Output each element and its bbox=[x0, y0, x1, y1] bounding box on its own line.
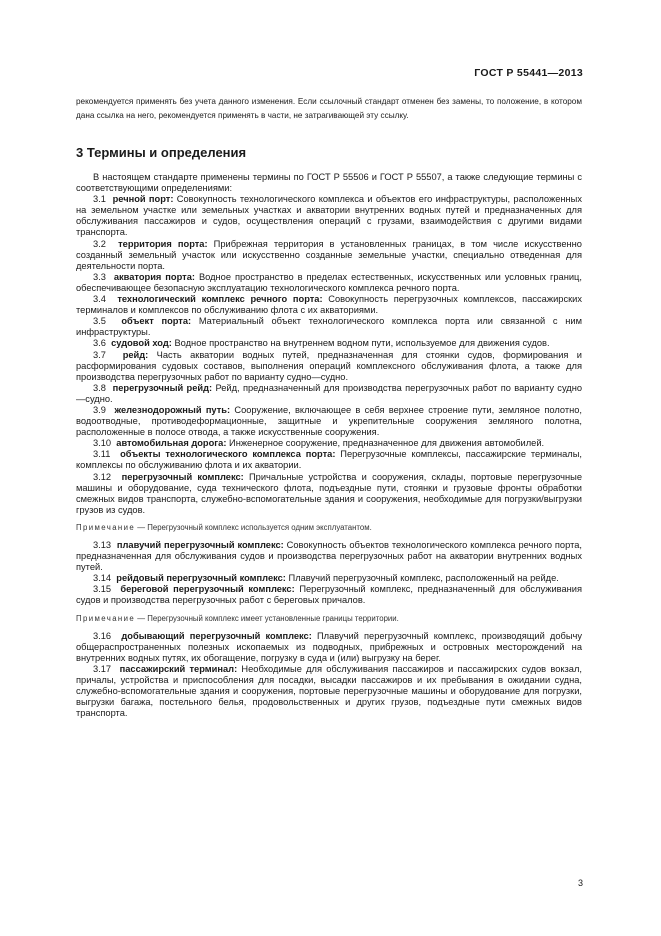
term-definition: Совокупность технологического комплекса и объектов его инфраструктуры, расположенных на земельном участке или земельных участках и акватории внутренних водных путей и предназначенных для обслуживания пассажиров и судов, осуществления операций с грузами, взаимодействия с другими видами транспорта. bbox=[76, 194, 582, 238]
term-definition: Перегрузочные комплексы, пассажирские терминалы, комплексы по обслуживанию флота и их акватории. bbox=[76, 449, 582, 471]
term-3-10: 3.10 автомобильная дорога: Инженерное сооружение, предназначенное для движения автомобилей. bbox=[93, 438, 545, 449]
term-title: территория порта: bbox=[118, 238, 208, 249]
term-definition: Сооружение, включающее в себя верхнее строение пути, земляное полотно, водоотводные, противодеформационные, защитные и укрепительные сооружения земляного полотна, расположенные в полосе отвода, а также искусственные сооружения. bbox=[76, 404, 582, 438]
term-title: добывающий перегрузочный комплекс: bbox=[121, 630, 312, 641]
standard-header: ГОСТ Р 55441—2013 bbox=[474, 67, 583, 79]
term-3-3: 3.3 акватория порта: Водное пространство в пределах естественных, искусственных или условных границ, обеспечивающее безопасную эксплуатацию технологического комплекса речного порта. bbox=[76, 271, 582, 293]
term-title: технологический комплекс речного порта: bbox=[117, 294, 323, 305]
intro-text: рекомендуется применять без учета данного изменения. Если ссылочный стандарт отменен без замены, то положение, в котором дана ссылка на него, рекомендуется применять в части, не затрагивающей эту ссылку. bbox=[76, 97, 582, 120]
term-title: плавучий перегрузочный комплекс: bbox=[116, 540, 284, 550]
term-title: речной порт: bbox=[112, 194, 174, 205]
term-title: рейдовый перегрузочный комплекс: bbox=[116, 573, 286, 584]
term-3-17: 3.17 пассажирский терминал: Необходимые для обслуживания пассажиров и пассажирских судов вокзал, причалы, устройства и приспособления для посадки, высадки пассажиров и их пребывания в ожидании судна, служебно-вспомогательные здания и сооружения, портовые перегрузочные машины и оборудование для погрузки, выгрузки багажа, постельного белья, продовольственных и других грузов, подъездные пути смежных видов транспорта. bbox=[76, 663, 582, 719]
section-title: 3 Термины и определения bbox=[76, 145, 247, 160]
term-3-11: 3.11 объекты технологического комплекса порта: Перегрузочные комплексы, пассажирские терминалы, комплексы по обслуживанию флота и их акватории. bbox=[76, 449, 582, 471]
term-title: пассажирский терминал: bbox=[119, 663, 238, 674]
term-title: автомобильная дорога: bbox=[116, 438, 227, 449]
term-3-15: 3.15 береговой перегрузочный комплекс: Перегрузочный комплекс, предназначенный для обслуживания судов и производства перегрузочных работ с береговых причалов. bbox=[76, 584, 583, 606]
term-3-2: 3.2 территория порта: Прибрежная территория в установленных границах, в том числе искусственно созданный земельный участок или искусственно созданные земельные участки, специально отведенная для деятельности порта. bbox=[76, 238, 582, 271]
term-definition: Совокупность объектов технологического комплекса речного порта, предназначенная для обслуживания судов и производства перегрузочных работ на акватории внутренних водных путей. bbox=[76, 540, 582, 573]
term-3-12: 3.12 перегрузочный комплекс: Причальные устройства и сооружения, склады, портовые перегрузочные машины и оборудование, суда технического флота, подъездные пути, стоянки и грузовые фронты обработки смежных видов транспорта, служебно-вспомогательные здания и сооружения, необходимые для погрузки/выгрузки грузов из судов. bbox=[76, 471, 583, 515]
note-label: Примечание bbox=[76, 522, 136, 532]
term-definition: Материальный объект технологического комплекса порта или связанной с ним инфраструктуры. bbox=[76, 316, 582, 338]
note-text: — Перегрузочный комплекс используется одним эксплуатантом. bbox=[135, 522, 372, 532]
term-3-14: 3.14 рейдовый перегрузочный комплекс: Плавучий перегрузочный комплекс, расположенный на рейде. bbox=[93, 573, 559, 584]
term-title: акватория порта: bbox=[113, 271, 195, 282]
term-title: железнодорожный путь: bbox=[114, 404, 231, 415]
term-definition: Совокупность перегрузочных комплексов, пассажирских терминалов и комплексов по обслуживанию флота с их акваториями. bbox=[76, 294, 582, 316]
term-title: судовой ход: bbox=[111, 338, 172, 349]
term-3-1: 3.1 речной порт: Совокупность технологического комплекса и объектов его инфраструктуры, расположенных на земельном участке или земельных участках и акватории внутренних водных путей и предназначенных для обслуживания пассажиров и судов, осуществления операций с грузами, взаимодействия с другими видами транспорта. bbox=[76, 194, 582, 238]
term-definition: Водное пространство на внутреннем водном пути, используемое для движения судов. bbox=[174, 338, 550, 349]
term-definition: Водное пространство в пределах естественных, искусственных или условных границ, обеспечивающее безопасную эксплуатацию технологического комплекса речного порта. bbox=[76, 271, 582, 293]
term-title: объекты технологического комплекса порта: bbox=[120, 449, 336, 460]
term-definition: Инженерное сооружение, предназначенное для движения автомобилей. bbox=[229, 438, 545, 449]
note-2 bbox=[76, 613, 582, 624]
term-3-6: 3.6 судовой ход: Водное пространство на внутреннем водном пути, используемое для движения судов. bbox=[93, 338, 550, 349]
lead-paragraph: В настоящем стандарте применены термины по ГОСТ Р 55506 и ГОСТ Р 55507, а также следующие термины с соответствующими определениями: bbox=[76, 172, 582, 194]
term-3-4: 3.4 технологический комплекс речного порта: Совокупность перегрузочных комплексов, пассажирских терминалов и комплексов по обслуживанию флота с их акваториями. bbox=[76, 294, 582, 316]
term-title: объект порта: bbox=[121, 316, 192, 327]
note-label: Примечание bbox=[76, 613, 136, 623]
term-title: рейд: bbox=[122, 349, 149, 360]
note-text: — Перегрузочный комплекс имеет установленные границы территории. bbox=[135, 613, 399, 623]
term-definition: Часть акватории водных путей, предназначенная для стоянки судов, формирования и расформирования судовых составов, выполнения операций комплексного обслуживания флота, а также для производства перегрузочных работ по варианту судно—судно. bbox=[76, 349, 582, 382]
term-3-5: 3.5 объект порта: Материальный объект технологического комплекса порта или связанной с ним инфраструктуры. bbox=[76, 316, 582, 338]
section-body bbox=[76, 172, 582, 719]
term-3-8: 3.8 перегрузочный рейд: Рейд, предназначенный для производства перегрузочных работ по варианту судно—судно. bbox=[76, 382, 583, 404]
page-number: 3 bbox=[577, 878, 583, 888]
term-definition: Перегрузочный комплекс, предназначенный для обслуживания судов и производства перегрузочных работ с береговых причалов. bbox=[76, 584, 583, 606]
term-3-16: 3.16 добывающий перегрузочный комплекс: Плавучий перегрузочный комплекс, производящий добычу общераспространенных полезных ископаемых из подводных, прибрежных и островных месторождений на внутренних водных путях, их обогащение, погрузку в суда и (или) выгрузку на берег. bbox=[76, 630, 582, 663]
term-3-7: 3.7 рейд: Часть акватории водных путей, предназначенная для стоянки судов, формирования и расформирования судовых составов, выполнения операций комплексного обслуживания флота, а также для производства перегрузочных работ по варианту судно—судно. bbox=[76, 349, 582, 382]
term-definition: Плавучий перегрузочный комплекс, производящий добычу общераспространенных полезных ископаемых из подводных, прибрежных и островных месторождений на внутренних водных путях, их обогащение, погрузку в суда и (или) выгрузку на берег. bbox=[76, 630, 582, 663]
term-3-13: 3.13 плавучий перегрузочный комплекс: Совокупность объектов технологического комплекса речного порта, предназначенная для обслуживания судов и производства перегрузочных работ на акватории внутренних водных путей. bbox=[76, 540, 582, 573]
term-title: береговой перегрузочный комплекс: bbox=[120, 584, 295, 595]
note-1 bbox=[76, 522, 582, 533]
intro-paragraph bbox=[76, 95, 582, 123]
term-definition: Рейд, предназначенный для производства перегрузочных работ по варианту судно—судно. bbox=[76, 382, 583, 404]
term-definition: Плавучий перегрузочный комплекс, расположенный на рейде. bbox=[288, 573, 559, 584]
term-definition: Прибрежная территория в установленных границах, в том числе искусственно созданный земельный участок или искусственно созданные земельные участки, специально отведенная для деятельности порта. bbox=[76, 238, 582, 271]
term-definition: Необходимые для обслуживания пассажиров и пассажирских судов вокзал, причалы, устройства и приспособления для посадки, высадки пассажиров и их пребывания в ожидании судна, служебно-вспомогательные здания и сооружения, портовые перегрузочные машины и оборудование для погрузки, выгрузки багажа, постельного белья, продовольственных и других грузов, подъездные пути смежных видов транспорта. bbox=[76, 663, 582, 719]
term-title: перегрузочный комплекс: bbox=[121, 471, 244, 482]
term-3-9: 3.9 железнодорожный путь: Сооружение, включающее в себя верхнее строение пути, земляное полотно, водоотводные, противодеформационные, защитные и укрепительные сооружения земляного полотна, расположенные в полосе отвода, а также искусственные сооружения. bbox=[76, 404, 582, 438]
term-title: перегрузочный рейд: bbox=[112, 382, 213, 393]
term-definition: Причальные устройства и сооружения, склады, портовые перегрузочные машины и оборудование, суда технического флота, подъездные пути, стоянки и грузовые фронты обработки смежных видов транспорта, служебно-вспомогательные здания и сооружения, необходимые для погрузки/выгрузки грузов из судов. bbox=[76, 471, 583, 515]
